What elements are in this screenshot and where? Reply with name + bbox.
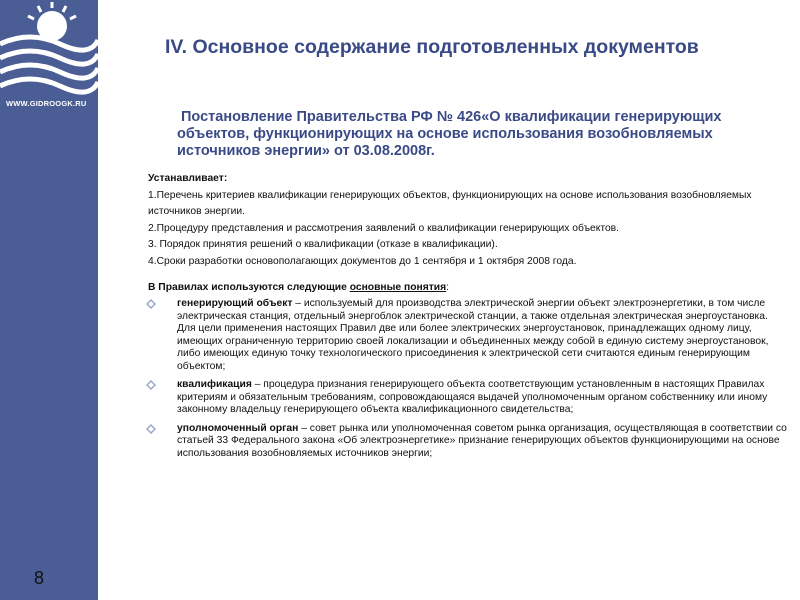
concepts-intro-text: В Правилах используются следующие <box>148 281 350 293</box>
diamond-bullet-icon <box>146 424 156 434</box>
definition-text: – совет рынка или уполномоченная советом рынка организация, осуществляющая в соответствии со статьей 33 Федерального закона «Об электроэнергетике» признание генерирующих объектов функционирующими на основе использования возобновляемых источников энергии; <box>177 422 787 459</box>
page-number: 8 <box>34 568 45 588</box>
definition-term: уполномоченный орган <box>177 422 299 434</box>
content-body <box>148 171 788 466</box>
concepts-intro-colon: : <box>446 281 450 293</box>
concepts-link: основные понятия <box>349 281 447 293</box>
site-url[interactable]: WWW.GIDROOGK.RU <box>6 99 87 108</box>
document-subtitle: Постановление Правительства РФ № 426«О квалификации генерирующих объектов, функционирующих на основе использования возобновляемых источников энергии» от 03.08.2008г. <box>177 109 722 159</box>
definition-item <box>140 298 788 373</box>
definition-term: генерирующий объект <box>177 298 293 310</box>
definition-text: – используемый для производства электрической энергии объект электроэнергетики, в том числе электрическая станция, отдельный энергоблок электрической станции, а также отдельная электрическая энергоустановка. Для цели применения настоящих Правил две или более электрических энергоустановок, принадлежащих одному лицу, имеющих ограниченную территорию своей локализации и объединенных между собой в единую систему энергоустановок, либо имеющих единую точку технологического присоединения к электрической сети считаются единым генерирующим объектом; <box>177 298 769 372</box>
diamond-bullet-icon <box>146 299 156 309</box>
page-title: IV. Основное содержание подготовленных документов <box>165 36 699 58</box>
sidebar <box>0 0 98 600</box>
concepts-intro <box>148 280 788 297</box>
definitions-list <box>140 298 788 460</box>
list-item: 2.Процедуру представления и рассмотрения заявлений о квалификации генерирующих объектов. <box>148 222 620 234</box>
company-logo <box>0 0 98 95</box>
list-item: 3. Порядок принятия решений о квалификации (отказе в квалификации). <box>148 239 498 251</box>
list-item: 4.Сроки разработки основополагающих документов до 1 сентября и 1 октября 2008 года. <box>148 255 577 267</box>
definition-term: квалификация <box>177 379 252 391</box>
list-item: 1.Перечень критериев квалификации генерирующих объектов, функционирующих на основе использования возобновляемых источников энергии. <box>148 189 752 218</box>
definition-text: – процедура признания генерирующего объекта соответствующим установленным в настоящих Правилах критериям и обязательным требованиям, сопровождающаяся выдачей уполномоченным органом собственнику или иному законному владельцу генерирующего объекта квалификационного свидетельства; <box>177 379 768 416</box>
definition-item <box>140 379 788 417</box>
diamond-bullet-icon <box>146 380 156 390</box>
establishes-heading: Устанавливает: <box>148 173 228 184</box>
definition-item <box>140 423 788 461</box>
